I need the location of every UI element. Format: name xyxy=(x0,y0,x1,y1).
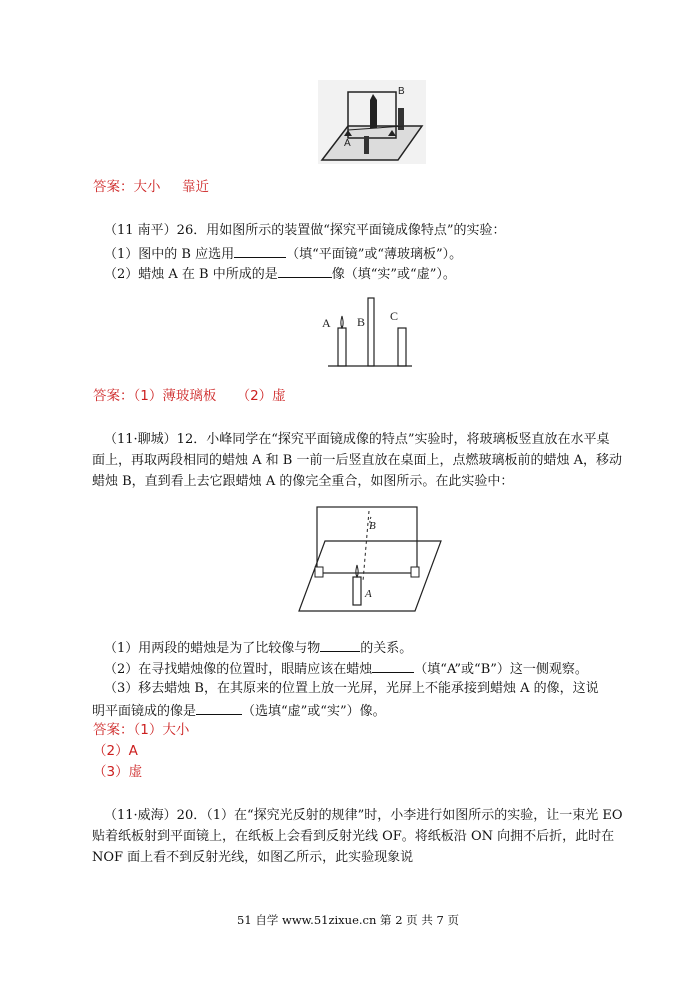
q3-stem-line-3: 蜡烛 B，直到看上去它跟蜡烛 A 的像完全重合，如图所示。在此实验中： xyxy=(92,474,514,489)
q1-answer-1: 大小 xyxy=(133,179,161,195)
mirror-table-figure-3 xyxy=(295,503,445,615)
fig1-label-a: A xyxy=(344,138,351,149)
q3-part-2 xyxy=(104,658,588,680)
q2-answer: 答案：（1）薄玻璃板 （2）虚 xyxy=(93,388,286,404)
fig3-label-b: B xyxy=(369,520,376,532)
q2-blank-2 xyxy=(278,263,332,278)
q3-part-3-a: 明平面镜成的像是 xyxy=(92,704,197,719)
q3-part-2-a: （2）在寻找蜡烛像的位置时，眼睛应该在蜡烛 xyxy=(104,662,373,677)
q3-blank-2 xyxy=(372,658,414,673)
fig1-label-b: B xyxy=(398,86,405,97)
q2-part-2-b: 像（填“实”或“虚”）。 xyxy=(331,267,456,282)
q3-stem-line-1: （11·聊城）12．小峰同学在“探究平面镜成像的特点”实验时，将玻璃板竖直放在水平桌 xyxy=(104,432,610,447)
q2-part-1 xyxy=(104,243,462,265)
fig2-label-b: B xyxy=(357,315,366,329)
page-footer: 51 自学 www.51zixue.cn 第 2 页 共 7 页 xyxy=(237,913,459,927)
q1-answer-label: 答案： xyxy=(93,179,134,195)
q3-blank-3 xyxy=(196,700,242,715)
q2-part-2 xyxy=(104,263,456,285)
q4-line-3: NOF 面上看不到反射光线，如图乙所示，此实验现象说 xyxy=(92,850,414,865)
q2-blank-1 xyxy=(234,243,286,258)
q3-part-3-line-2 xyxy=(92,700,386,722)
q2-part-1-a: （1）图中的 B 应选用 xyxy=(104,247,235,262)
fig2-label-a: A xyxy=(322,316,331,330)
q4-line-1: （11·威海）20．（1）在“探究光反射的规律”时，小李进行如图所示的实验，让一束光 EO xyxy=(104,808,623,823)
q1-answer xyxy=(93,177,209,197)
q2-part-1-b: （填“平面镜”或“薄玻璃板”）。 xyxy=(286,247,463,262)
fig3-label-a: A xyxy=(365,588,372,600)
q2-stem: （11 南平）26．用如图所示的装置做“探究平面镜成像特点”的实验： xyxy=(104,223,506,238)
candles-figure-2 xyxy=(318,296,418,370)
mirror-apparatus-figure-1 xyxy=(318,80,426,164)
q3-answer-3: （3）虚 xyxy=(93,764,143,780)
q3-stem-line-2: 面上，再取两段相同的蜡烛 A 和 B 一前一后竖直放在桌面上，点燃玻璃板前的蜡烛 A，移动 xyxy=(92,453,622,468)
q1-answer-2: 靠近 xyxy=(181,179,209,195)
fig2-label-c: C xyxy=(390,309,399,323)
q2-part-2-a: （2）蜡烛 A 在 B 中所成的是 xyxy=(104,267,278,282)
q3-part-2-b: （填“A”或“B”）这一侧观察。 xyxy=(414,662,588,677)
q3-answer-2: （2）A xyxy=(93,743,138,759)
q3-part-1-b: 的关系。 xyxy=(360,641,413,656)
q3-part-3-b: （选填“虚”或“实”）像。 xyxy=(242,704,386,719)
q3-answer-1: 答案：（1）大小 xyxy=(93,722,190,738)
q3-blank-1 xyxy=(320,637,360,652)
q3-part-1-a: （1）用两段的蜡烛是为了比较像与物 xyxy=(104,641,321,656)
q3-part-1 xyxy=(104,637,412,659)
q3-part-3-line-1: （3）移去蜡烛 B，在其原来的位置上放一光屏，光屏上不能承接到蜡烛 A 的像，这说 xyxy=(104,681,599,696)
q4-line-2: 贴着纸板射到平面镜上，在纸板上会看到反射光线 OF。将纸板沿 ON 向拥不后折，此时在 xyxy=(92,829,615,844)
